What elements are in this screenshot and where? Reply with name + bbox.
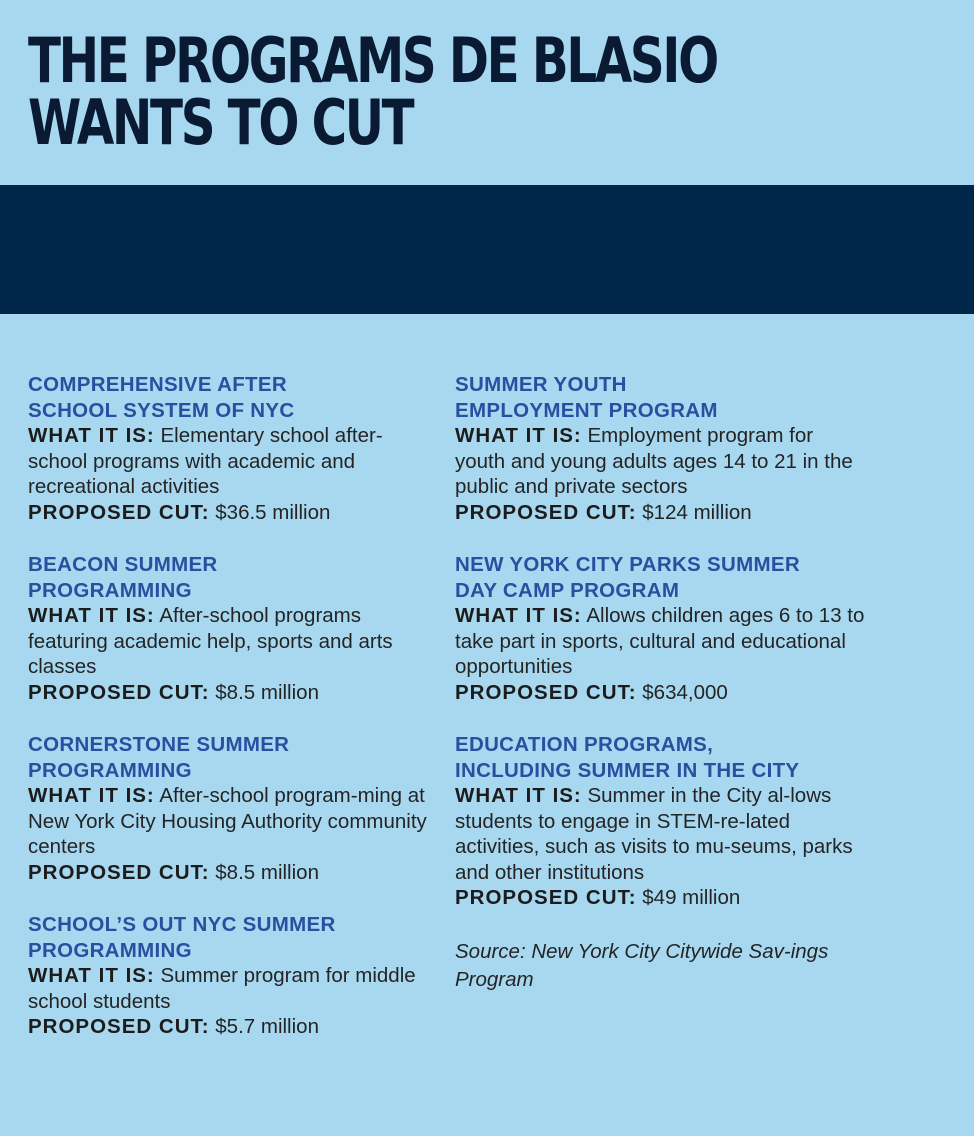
source-note: Source: New York City Citywide Sav-ings Program xyxy=(455,939,829,991)
program-name: SCHOOL’S OUT NYC SUMMER PROGRAMMING xyxy=(28,913,336,962)
program-name: NEW YORK CITY PARKS SUMMER DAY CAMP PROGRAM xyxy=(455,553,800,602)
proposed-cut-label: PROPOSED CUT: xyxy=(28,500,210,524)
program-name: BEACON SUMMER PROGRAMMING xyxy=(28,553,218,602)
program-description: WHAT IT IS: After-school program-ming at New York City Housing Authority community centers xyxy=(28,784,427,858)
program-name: SUMMER YOUTH EMPLOYMENT PROGRAM xyxy=(455,373,718,422)
proposed-cut-label: PROPOSED CUT: xyxy=(455,500,637,524)
proposed-cut: PROPOSED CUT: $8.5 million xyxy=(28,680,319,704)
title-line-1: THE PROGRAMS DE BLASIO xyxy=(28,24,717,97)
what-it-is-label: WHAT IT IS: xyxy=(28,964,155,987)
proposed-cut-label: PROPOSED CUT: xyxy=(28,1015,210,1038)
proposed-cut: PROPOSED CUT: $49 million xyxy=(455,886,741,909)
program-description: WHAT IT IS: Employment program for youth and young adults ages 14 to 21 in the public and private sectors xyxy=(455,424,853,498)
program-item xyxy=(455,552,865,705)
program-item xyxy=(28,552,438,705)
program-description: WHAT IT IS: Allows children ages 6 to 13 to take part in sports, cultural and educational opportunities xyxy=(455,604,865,678)
right-column xyxy=(455,372,865,994)
proposed-cut-label: PROPOSED CUT: xyxy=(28,860,210,884)
proposed-cut: PROPOSED CUT: $634,000 xyxy=(455,680,728,704)
program-name: COMPREHENSIVE AFTER SCHOOL SYSTEM OF NYC xyxy=(28,373,295,422)
program-description: WHAT IT IS: Elementary school after-school programs with academic and recreational activities xyxy=(28,424,383,498)
what-it-is-label: WHAT IT IS: xyxy=(28,784,155,807)
proposed-cut: PROPOSED CUT: $8.5 million xyxy=(28,860,319,884)
program-item xyxy=(28,732,438,885)
program-name: EDUCATION PROGRAMS, INCLUDING SUMMER IN THE CITY xyxy=(455,733,800,782)
what-it-is-label: WHAT IT IS: xyxy=(455,604,582,627)
page-title xyxy=(28,24,717,159)
what-it-is-label: WHAT IT IS: xyxy=(28,604,155,627)
program-item xyxy=(28,912,438,1040)
proposed-cut-label: PROPOSED CUT: xyxy=(455,886,637,909)
proposed-cut-label: PROPOSED CUT: xyxy=(28,680,210,704)
proposed-cut: PROPOSED CUT: $36.5 million xyxy=(28,500,331,524)
header-band xyxy=(0,185,974,314)
what-it-is-label: WHAT IT IS: xyxy=(455,424,582,447)
proposed-cut: PROPOSED CUT: $5.7 million xyxy=(28,1015,319,1038)
program-item xyxy=(455,732,865,911)
program-description: WHAT IT IS: Summer program for middle school students xyxy=(28,964,416,1013)
program-description: WHAT IT IS: After-school programs featuring academic help, sports and arts classes xyxy=(28,604,393,678)
what-it-is-label: WHAT IT IS: xyxy=(28,424,155,447)
left-column xyxy=(28,372,438,1067)
program-name: CORNERSTONE SUMMER PROGRAMMING xyxy=(28,733,290,782)
program-description: WHAT IT IS: Summer in the City al-lows students to engage in STEM-re-lated activities, such as visits to mu-seums, parks and other institutions xyxy=(455,784,853,884)
proposed-cut-label: PROPOSED CUT: xyxy=(455,680,637,704)
proposed-cut: PROPOSED CUT: $124 million xyxy=(455,500,752,524)
program-item xyxy=(455,372,865,525)
title-line-2: WANTS TO CUT xyxy=(28,86,413,159)
what-it-is-label: WHAT IT IS: xyxy=(455,784,582,807)
program-item xyxy=(28,372,438,525)
